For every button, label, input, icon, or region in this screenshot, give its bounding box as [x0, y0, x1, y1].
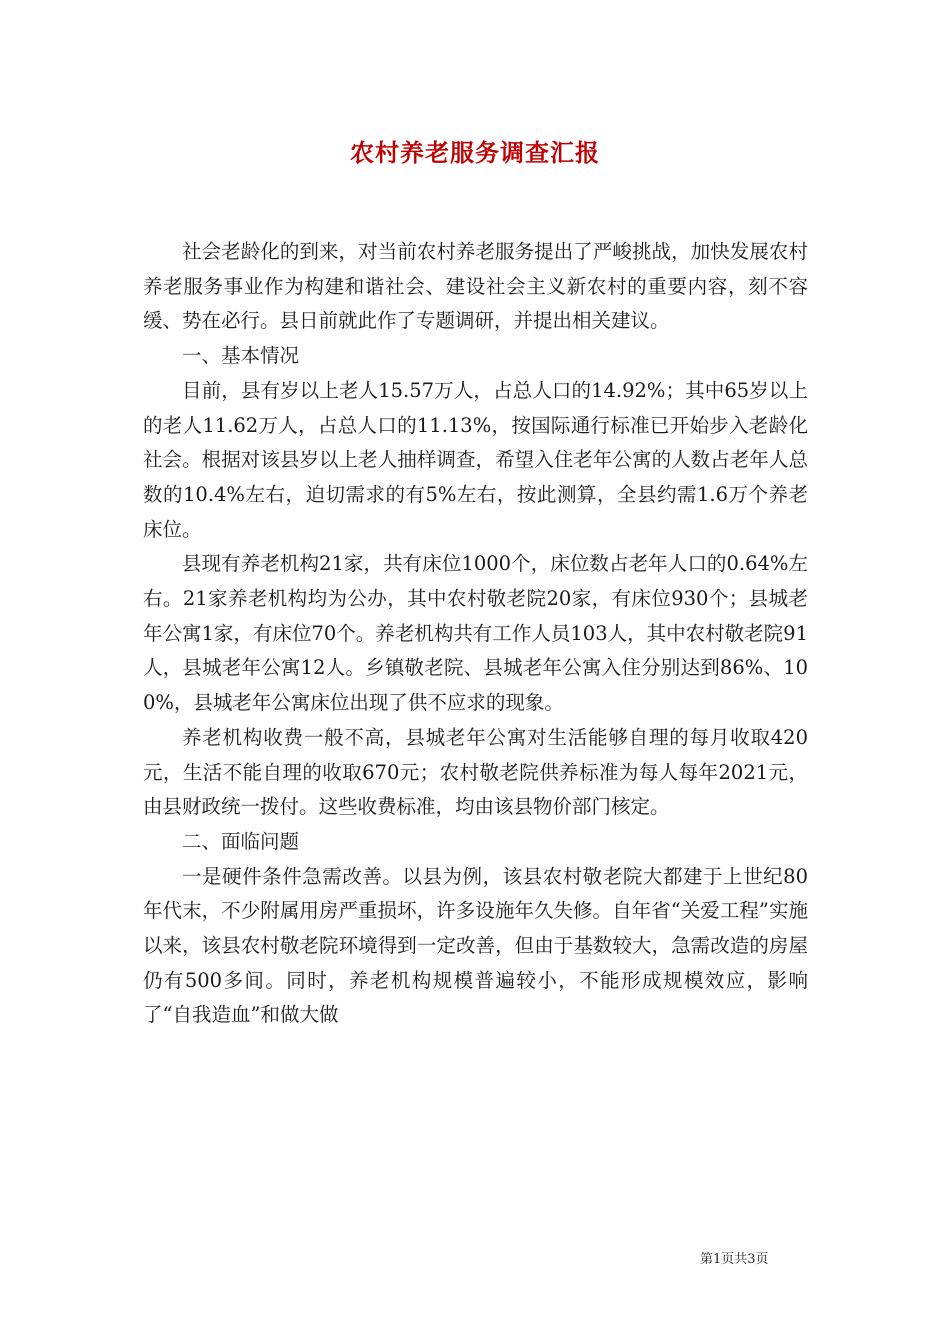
paragraph-hardware: 一是硬件条件急需改善。以县为例，该县农村敬老院大都建于上世纪80年代末，不少附属用房严重损坏，许多设施年久失修。自年省“关爱工程”实施以来，该县农村敬老院环境得到一定改善，但由于基数较大，急需改造的房屋仍有500多间。同时，养老机构规模普遍较小，不能形成规模效应，影响了“自我造血”和做大做	[143, 864, 808, 1027]
document-body	[143, 235, 808, 1033]
page-number: 第1页共3页	[700, 1252, 769, 1267]
section-heading-problems: 二、面临问题	[182, 829, 300, 853]
paragraph-population: 目前，县有岁以上老人15.57万人，占总人口的14.92%；其中65岁以上的老人11.62万人，占总人口的11.13%，按国际通行标准已开始步入老龄化社会。根据对该县岁以上老人抽样调查，希望入住老年公寓的人数占老年人总数的10.4%左右，迫切需求的有5%左右，按此测算，全县约需1.6万个养老床位。	[143, 378, 808, 541]
paragraph-intro: 社会老龄化的到来，对当前农村养老服务提出了严峻挑战，加快发展农村养老服务事业作为构建和谐社会、建设社会主义新农村的重要内容，刻不容缓、势在必行。县日前就此作了专题调研，并提出相关建议。	[143, 240, 808, 333]
paragraph-fees: 养老机构收费一般不高，县城老年公寓对生活能够自理的每月收取420元，生活不能自理的收取670元；农村敬老院供养标准为每人每年2021元，由县财政统一拨付。这些收费标准，均由该县物价部门核定。	[143, 725, 808, 819]
paragraph-institutions: 县现有养老机构21家，共有床位1000个，床位数占老年人口的0.64%左右。21家养老机构均为公办，其中农村敬老院20家，有床位930个；县城老年公寓1家，有床位70个。养老机构共有工作人员103人，其中农村敬老院91人，县城老年公寓12人。乡镇敬老院、县城老年公寓入住分别达到86%、100%，县城老年公寓床位出现了供不应求的现象。	[143, 552, 808, 715]
section-heading-basic: 一、基本情况	[182, 344, 300, 368]
page-title: 农村养老服务调查汇报	[350, 138, 600, 167]
